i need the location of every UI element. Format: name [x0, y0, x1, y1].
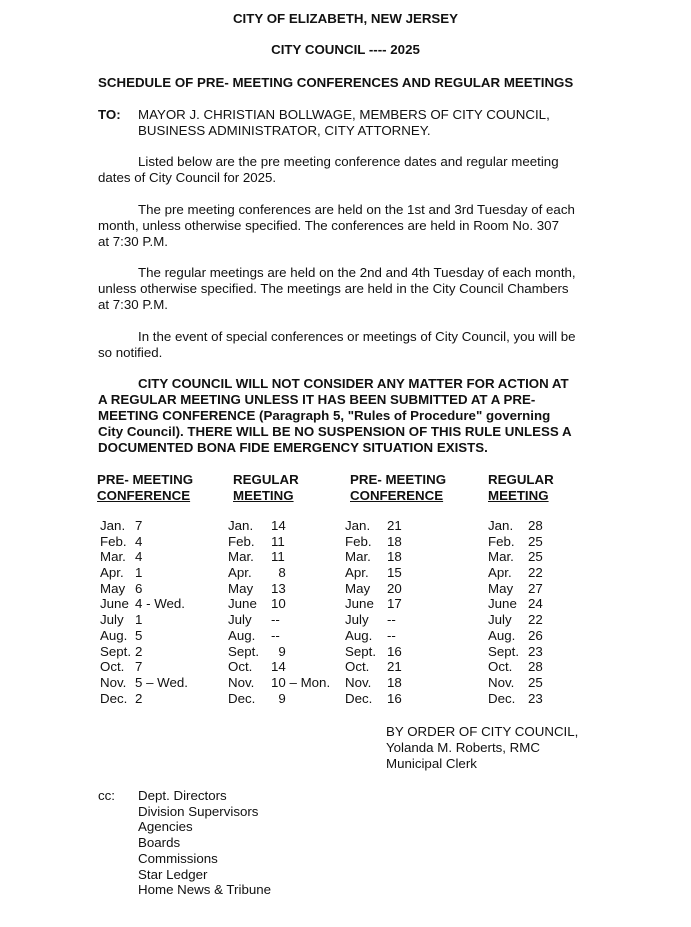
day-value: 20 [387, 580, 402, 596]
day-value: 10 – Mon. [271, 674, 331, 690]
date-column-3 [345, 518, 402, 706]
day-value: 14 [271, 659, 286, 675]
date-row [345, 644, 402, 660]
day-value: 13 [271, 580, 286, 596]
day-value: 11 [271, 549, 285, 565]
date-column-4 [488, 518, 543, 706]
date-column-1 [100, 518, 188, 706]
month-label: Aug. [228, 627, 256, 643]
date-row [345, 659, 402, 675]
rule-line-2: A REGULAR MEETING UNLESS IT HAS BEEN SUBMITTED AT A PRE- [98, 392, 536, 407]
date-row [345, 581, 402, 597]
city-title: CITY OF ELIZABETH, NEW JERSEY [232, 11, 459, 26]
day-value: 4 [135, 549, 143, 565]
date-row [345, 518, 402, 534]
column-header-line: CONFERENCE [97, 488, 191, 503]
date-row [100, 659, 188, 675]
date-row [488, 518, 543, 534]
date-row [488, 691, 543, 707]
day-value: 1 [135, 612, 143, 628]
date-row [345, 628, 402, 644]
day-value: 22 [528, 612, 543, 628]
month-label: Aug. [100, 627, 128, 643]
column-header-2 [233, 472, 299, 504]
date-row [228, 596, 330, 612]
date-row [488, 644, 543, 660]
date-row [228, 518, 330, 534]
month-label: Feb. [488, 533, 515, 549]
day-value: -- [387, 627, 396, 643]
day-value: 21 [387, 518, 402, 533]
column-header-3 [350, 472, 446, 504]
day-value: 18 [387, 674, 402, 690]
month-label: Mar. [345, 549, 371, 565]
date-row [100, 534, 188, 550]
month-label: May [100, 580, 126, 596]
date-row [488, 612, 543, 628]
month-label: Dec. [228, 690, 256, 706]
day-value: 7 [135, 659, 143, 675]
schedule-title: SCHEDULE OF PRE- MEETING CONFERENCES AND REGULAR MEETINGS [98, 75, 574, 90]
month-label: July [488, 612, 512, 628]
day-value: -- [271, 627, 280, 643]
date-row [100, 628, 188, 644]
month-label: Oct. [345, 659, 370, 675]
month-label: Dec. [488, 690, 516, 706]
day-value: 9 [271, 690, 286, 706]
month-label: Mar. [100, 549, 126, 565]
day-value: 16 [387, 643, 402, 659]
day-value: 22 [528, 565, 543, 581]
day-value: 9 [271, 643, 286, 659]
month-label: June [100, 596, 129, 612]
month-label: May [228, 580, 254, 596]
day-value: 28 [528, 518, 543, 533]
month-label: Jan. [488, 518, 514, 533]
day-value: 15 [387, 565, 402, 581]
conference-line-3: at 7:30 P.M. [98, 234, 168, 249]
signature-name: Yolanda M. Roberts, RMC [386, 740, 540, 755]
month-label: Feb. [228, 533, 255, 549]
column-header-line: MEETING [233, 488, 294, 503]
date-row [100, 691, 188, 707]
date-row [100, 565, 188, 581]
conference-paragraph [98, 202, 598, 250]
date-row [488, 534, 543, 550]
addressee-line-1: MAYOR J. CHRISTIAN BOLLWAGE, MEMBERS OF CITY COUNCIL, [138, 107, 550, 122]
cc-recipient: Commissions [138, 850, 218, 866]
day-value: 2 [135, 690, 143, 706]
month-label: Nov. [345, 674, 372, 690]
month-label: Sept. [488, 643, 520, 659]
day-value: 18 [387, 533, 402, 549]
date-row [228, 659, 330, 675]
date-row [488, 628, 543, 644]
column-header-line: REGULAR [488, 472, 554, 487]
date-row [345, 549, 402, 565]
signature-title: Municipal Clerk [386, 756, 477, 771]
date-row [228, 628, 330, 644]
rule-line-3: MEETING CONFERENCE (Paragraph 5, "Rules of Procedure" governing [98, 408, 551, 423]
column-header-1 [97, 472, 193, 504]
month-label: Jan. [345, 518, 371, 533]
special-paragraph [98, 329, 598, 361]
day-value: 25 [528, 674, 543, 690]
month-label: Nov. [228, 674, 255, 690]
signature-block [386, 724, 578, 772]
month-label: Nov. [100, 674, 127, 690]
month-label: Apr. [345, 565, 369, 581]
cc-recipient: Division Supervisors [138, 803, 259, 819]
day-value: 23 [528, 643, 543, 659]
day-value: 8 [271, 565, 286, 581]
cc-recipient: Star Ledger [138, 866, 208, 882]
month-label: July [100, 612, 124, 628]
date-row [100, 612, 188, 628]
date-row [345, 691, 402, 707]
day-value: 16 [387, 690, 402, 706]
month-label: June [345, 596, 374, 612]
intro-line-1: Listed below are the pre meeting conference dates and regular meeting [138, 154, 559, 169]
date-row [488, 565, 543, 581]
month-label: Oct. [228, 659, 253, 675]
day-value: 21 [387, 659, 402, 675]
month-label: Mar. [228, 549, 254, 565]
day-value: 7 [135, 518, 143, 533]
date-row [488, 675, 543, 691]
month-label: Apr. [228, 565, 252, 581]
special-line-2: so notified. [98, 345, 163, 360]
month-label: Apr. [100, 565, 124, 581]
date-row [488, 596, 543, 612]
date-row [228, 644, 330, 660]
rule-line-5: DOCUMENTED BONA FIDE EMERGENCY SITUATION EXISTS. [98, 440, 488, 455]
addressee-block [98, 107, 550, 139]
rule-paragraph [98, 376, 598, 456]
day-value: 23 [528, 690, 543, 706]
month-label: May [488, 580, 514, 596]
conference-line-2: month, unless otherwise specified. The conferences are held in Room No. 307 [98, 218, 559, 233]
day-value: 6 [135, 580, 143, 596]
month-label: Apr. [488, 565, 512, 581]
date-row [228, 581, 330, 597]
month-label: Oct. [488, 659, 513, 675]
date-row [345, 565, 402, 581]
date-row [100, 596, 188, 612]
month-label: Dec. [345, 690, 373, 706]
cc-recipient: Boards [138, 835, 181, 851]
rule-line-4: City Council). THERE WILL BE NO SUSPENSION OF THIS RULE UNLESS A [98, 424, 572, 439]
conference-line-1: The pre meeting conferences are held on the 1st and 3rd Tuesday of each [138, 202, 575, 217]
date-row [100, 644, 188, 660]
date-row [488, 549, 543, 565]
cc-list [138, 788, 271, 898]
day-value: 24 [528, 596, 543, 612]
month-label: Mar. [488, 549, 514, 565]
month-label: Jan. [100, 518, 126, 533]
date-row [345, 596, 402, 612]
date-row [100, 549, 188, 565]
cc-recipient: Dept. Directors [138, 788, 227, 803]
month-label: Aug. [345, 627, 373, 643]
column-header-line: REGULAR [233, 472, 299, 487]
intro-line-2: dates of City Council for 2025. [98, 170, 277, 185]
date-row [228, 691, 330, 707]
day-value: 4 - Wed. [135, 596, 186, 612]
date-row [228, 612, 330, 628]
month-label: Feb. [100, 533, 127, 549]
day-value: -- [271, 612, 280, 628]
month-label: Sept. [345, 643, 377, 659]
date-row [345, 675, 402, 691]
cc-label: cc: [98, 788, 115, 803]
day-value: 18 [387, 549, 402, 565]
month-label: May [345, 580, 371, 596]
month-label: Oct. [100, 659, 125, 675]
column-header-line: MEETING [488, 488, 549, 503]
date-row [345, 612, 402, 628]
month-label: Feb. [345, 533, 372, 549]
month-label: Aug. [488, 627, 516, 643]
month-label: June [228, 596, 257, 612]
day-value: 2 [135, 643, 143, 659]
day-value: 25 [528, 533, 543, 549]
month-label: June [488, 596, 517, 612]
special-line-1: In the event of special conferences or meetings of City Council, you will be [138, 329, 576, 344]
month-label: Jan. [228, 518, 254, 533]
date-row [228, 534, 330, 550]
addressee-line-2: BUSINESS ADMINISTRATOR, CITY ATTORNEY. [138, 123, 431, 138]
day-value: 1 [135, 565, 143, 581]
month-label: Dec. [100, 690, 128, 706]
cc-recipient: Agencies [138, 819, 193, 835]
month-label: Sept. [100, 643, 132, 659]
day-value: 28 [528, 659, 543, 675]
date-row [488, 581, 543, 597]
day-value: -- [387, 612, 396, 628]
date-row [100, 581, 188, 597]
to-label: TO: [98, 107, 121, 122]
date-column-2 [228, 518, 330, 706]
rule-line-1: CITY COUNCIL WILL NOT CONSIDER ANY MATTER FOR ACTION AT [138, 376, 569, 391]
month-label: Sept. [228, 643, 260, 659]
cc-recipient: Home News & Tribune [138, 882, 272, 898]
day-value: 5 – Wed. [135, 674, 188, 690]
month-label: July [345, 612, 369, 628]
day-value: 14 [271, 518, 286, 533]
date-row [228, 565, 330, 581]
date-row [228, 675, 330, 691]
council-title: CITY COUNCIL ---- 2025 [271, 42, 420, 57]
day-value: 26 [528, 627, 543, 643]
date-row [488, 659, 543, 675]
day-value: 25 [528, 549, 543, 565]
signature-line-1: BY ORDER OF CITY COUNCIL, [386, 724, 579, 739]
intro-paragraph [98, 154, 598, 186]
meeting-line-2: unless otherwise specified. The meetings are held in the City Council Chambers [98, 281, 569, 296]
meeting-line-1: The regular meetings are held on the 2nd and 4th Tuesday of each month, [138, 265, 576, 280]
column-header-line: CONFERENCE [350, 488, 444, 503]
date-row [345, 534, 402, 550]
day-value: 11 [271, 533, 285, 549]
column-header-line: PRE- MEETING [97, 472, 194, 487]
day-value: 4 [135, 533, 143, 549]
month-label: July [228, 612, 252, 628]
date-row [228, 549, 330, 565]
day-value: 10 [271, 596, 286, 612]
column-header-line: PRE- MEETING [350, 472, 447, 487]
meeting-line-3: at 7:30 P.M. [98, 297, 168, 312]
day-value: 5 [135, 627, 143, 643]
meeting-paragraph [98, 265, 598, 313]
day-value: 27 [528, 580, 543, 596]
date-row [100, 675, 188, 691]
column-header-4 [488, 472, 554, 504]
month-label: Nov. [488, 674, 515, 690]
day-value: 17 [387, 596, 402, 612]
date-row [100, 518, 188, 534]
